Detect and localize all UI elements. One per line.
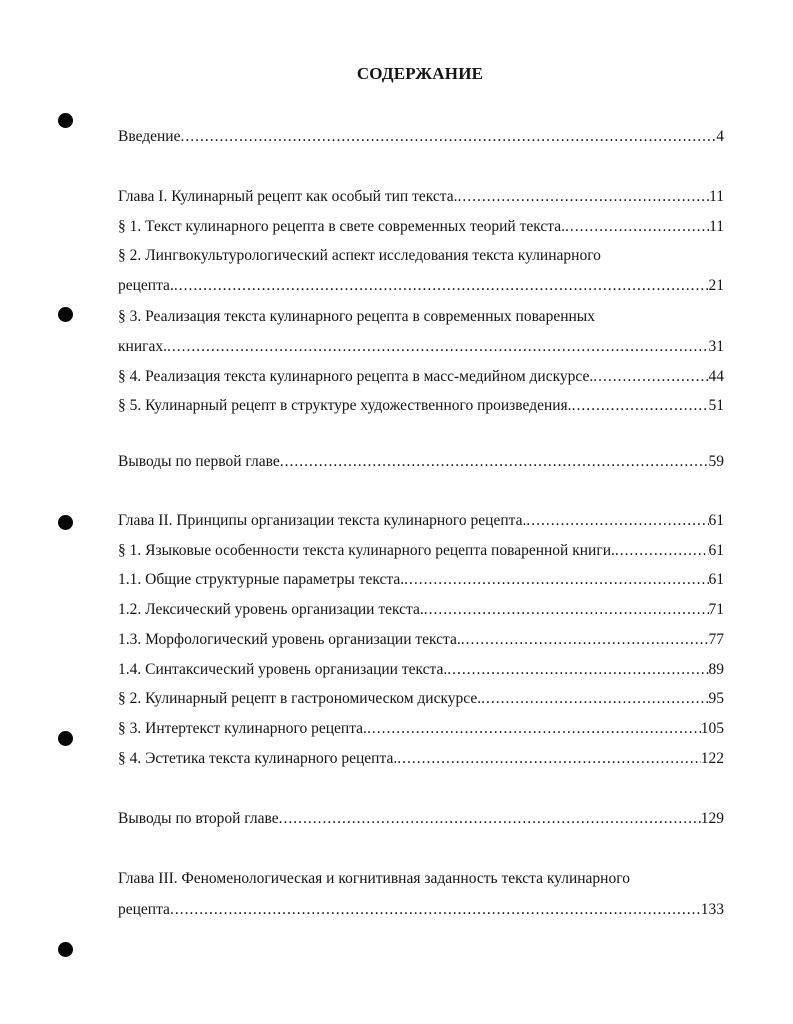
toc-page-number: 133 [700, 901, 724, 918]
dot-leader [174, 275, 709, 297]
toc-entry-ch1-sec2 [118, 245, 724, 267]
dot-leader [279, 808, 701, 830]
toc-page-number: 89 [708, 661, 724, 678]
toc-entry-title: 1.1. Общие структурные параметры текста. [118, 571, 405, 588]
toc-page-number: 105 [700, 720, 724, 737]
toc-entry-title-continued: книгах. [118, 338, 167, 355]
toc-entry-title: Выводы по первой главе [118, 453, 280, 470]
toc-entry-title: 1.4. Синтаксический уровень организации текста. [118, 661, 448, 678]
toc-entry-ch2-sub1-1 [118, 569, 724, 591]
dot-leader [367, 718, 701, 740]
toc-entry-title-continued: рецепта [118, 901, 170, 918]
toc-entry-ch2-sub1-4 [118, 659, 724, 681]
toc-page-number: 77 [708, 631, 724, 648]
punch-hole [58, 731, 73, 746]
toc-entry-title: Введение [118, 128, 181, 145]
dot-leader [397, 748, 701, 770]
toc-entry-ch2-sub1-3 [118, 629, 724, 651]
dot-leader [565, 216, 709, 238]
toc-entry-title: § 4. Реализация текста кулинарного рецепта в масс-медийном дискурсе. [118, 368, 594, 385]
toc-entry-ch1-sec5 [118, 395, 724, 417]
dot-leader [457, 186, 709, 208]
page-title: СОДЕРЖАНИЕ [356, 64, 484, 83]
punch-hole [58, 515, 73, 530]
toc-entry-chapter-3-continued [118, 899, 724, 921]
toc-entry-title: § 2. Кулинарный рецепт в гастрономическом дискурсе. [118, 690, 482, 707]
toc-page-number: 4 [716, 128, 724, 145]
toc-entry-title-continued: рецепта. [118, 277, 174, 294]
toc-page-number: 61 [708, 571, 724, 588]
toc-entry-ch1-sec3-continued [118, 336, 724, 358]
dot-leader [593, 366, 708, 388]
toc-entry-chapter-3 [118, 868, 724, 890]
toc-entry-title: § 5. Кулинарный рецепт в структуре художественного произведения. [118, 397, 572, 414]
toc-entry-ch2-sec1 [118, 540, 724, 562]
toc-page-number: 11 [709, 188, 724, 205]
toc-entry-introduction [118, 126, 724, 148]
punch-hole [58, 942, 73, 957]
toc-entry-title: § 4. Эстетика текста кулинарного рецепта. [118, 750, 398, 767]
toc-entry-ch2-sec3 [118, 718, 724, 740]
toc-entry-title: § 2. Лингвокультурологический аспект исследования текста кулинарного [118, 247, 601, 264]
dot-leader [572, 395, 709, 417]
toc-entry-title: Выводы по второй главе [118, 810, 279, 827]
dot-leader [526, 510, 708, 532]
toc-page-number: 59 [708, 453, 724, 470]
toc-entry-ch1-sec2-continued [118, 275, 724, 297]
toc-entry-ch1-sec4 [118, 366, 724, 388]
toc-entry-title: § 1. Языковые особенности текста кулинарного рецепта поваренной книги. [118, 542, 615, 559]
punch-hole [58, 307, 73, 322]
toc-page-number: 21 [708, 277, 724, 294]
toc-entry-ch1-sec1 [118, 216, 724, 238]
toc-entry-title: 1.3. Морфологический уровень организации текста. [118, 631, 461, 648]
toc-entry-title: 1.2. Лексический уровень организации текста. [118, 601, 424, 618]
dot-leader [447, 659, 708, 681]
dot-leader [167, 336, 709, 358]
toc-entry-title: § 3. Интертекст кулинарного рецепта. [118, 720, 367, 737]
dot-leader [404, 569, 708, 591]
toc-page-number: 71 [708, 601, 724, 618]
dot-leader [481, 688, 708, 710]
toc-entry-ch2-sub1-2 [118, 599, 724, 621]
toc-entry-title: Глава I. Кулинарный рецепт как особый тип текста. [118, 188, 458, 205]
dot-leader [180, 126, 716, 148]
toc-page-number: 129 [700, 810, 724, 827]
toc-page-number: 31 [708, 338, 724, 355]
dot-leader [461, 629, 709, 651]
toc-entry-chapter-1 [118, 186, 724, 208]
dot-leader [615, 540, 709, 562]
toc-page-number: 61 [708, 542, 724, 559]
toc-entry-title: Глава II. Принципы организации текста кулинарного рецепта. [118, 512, 527, 529]
toc-page-number: 11 [709, 218, 724, 235]
toc-entry-title: Глава III. Феноменологическая и когнитивная заданность текста кулинарного [118, 870, 630, 887]
toc-page-number: 61 [708, 512, 724, 529]
toc-page-number: 122 [700, 750, 724, 767]
toc-entry-ch2-conclusions [118, 808, 724, 830]
toc-page-number: 51 [708, 397, 724, 414]
punch-hole [58, 113, 73, 128]
toc-page-number: 44 [708, 368, 724, 385]
dot-leader [280, 451, 709, 473]
toc-entry-ch2-sec4 [118, 748, 724, 770]
toc-entry-ch1-conclusions [118, 451, 724, 473]
toc-entry-ch2-sec2 [118, 688, 724, 710]
dot-leader [170, 899, 701, 921]
toc-entry-ch1-sec3 [118, 306, 724, 328]
toc-page-number: 95 [708, 690, 724, 707]
toc-entry-title: § 1. Текст кулинарного рецепта в свете современных теорий текста. [118, 218, 565, 235]
toc-entry-title: § 3. Реализация текста кулинарного рецепта в современных поваренных [118, 308, 595, 325]
toc-entry-chapter-2 [118, 510, 724, 532]
dot-leader [424, 599, 709, 621]
